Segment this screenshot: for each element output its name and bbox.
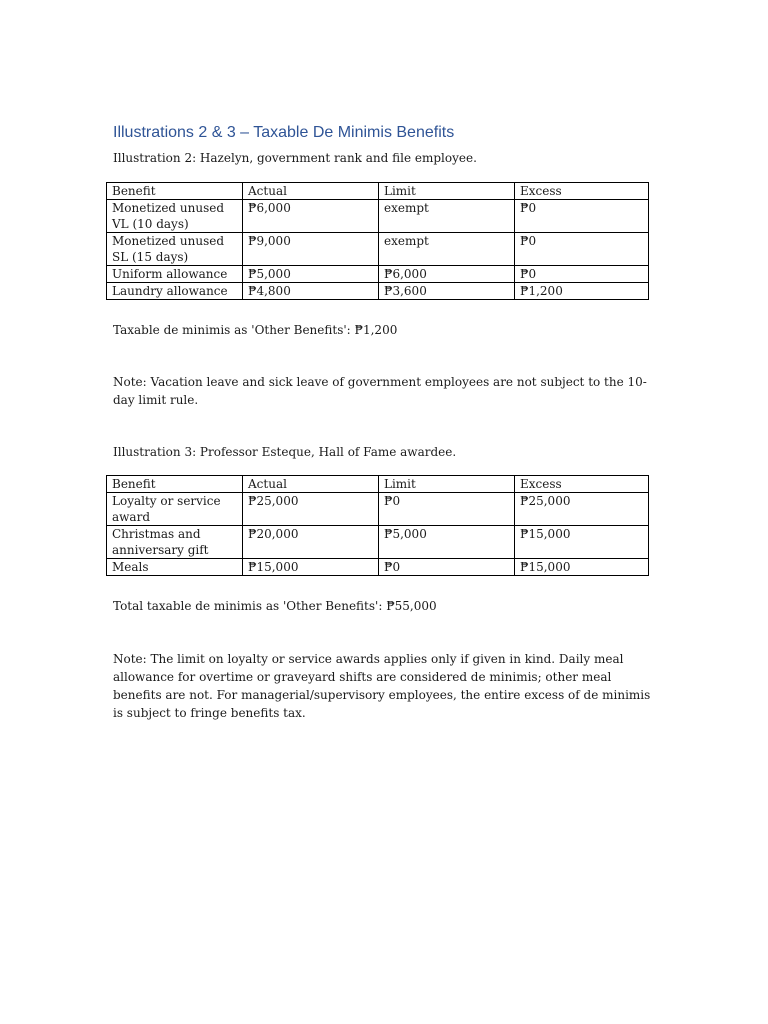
illustration-2-total: Taxable de minimis as 'Other Benefits': ₱1,200: [113, 323, 398, 337]
actual-cell: ₱15,000: [243, 559, 379, 576]
table-row: [107, 559, 649, 576]
actual-cell: ₱5,000: [243, 266, 379, 283]
illustration-2-table: [106, 182, 649, 300]
table-row: [107, 266, 649, 283]
actual-cell: ₱25,000: [243, 493, 379, 526]
actual-cell: ₱4,800: [243, 283, 379, 300]
excess-cell: ₱25,000: [515, 493, 649, 526]
header-actual: Actual: [243, 183, 379, 200]
actual-cell: ₱6,000: [243, 200, 379, 233]
limit-cell: ₱3,600: [379, 283, 515, 300]
excess-cell: ₱1,200: [515, 283, 649, 300]
benefit-cell: Christmas and anniversary gift: [107, 526, 243, 559]
actual-cell: ₱9,000: [243, 233, 379, 266]
benefit-cell: Loyalty or service award: [107, 493, 243, 526]
actual-cell: ₱20,000: [243, 526, 379, 559]
header-excess: Excess: [515, 183, 649, 200]
benefit-cell: Meals: [107, 559, 243, 576]
table-header-row: [107, 476, 649, 493]
excess-cell: ₱0: [515, 266, 649, 283]
illustration-3-total: Total taxable de minimis as 'Other Benefits': ₱55,000: [113, 599, 437, 613]
header-benefit: Benefit: [107, 183, 243, 200]
illustration-3-note: Note: The limit on loyalty or service awards applies only if given in kind. Daily meal allowance for overtime or graveyard shifts are considered de minimis; other meal benefits are not. For managerial/supervisory employees, the entire excess of de minimis is subject to fringe benefits tax.: [113, 652, 651, 720]
table-row: [107, 283, 649, 300]
excess-cell: ₱15,000: [515, 526, 649, 559]
header-benefit: Benefit: [107, 476, 243, 493]
document-heading: Illustrations 2 & 3 – Taxable De Minimis Benefits: [113, 124, 455, 141]
excess-cell: ₱15,000: [515, 559, 649, 576]
benefit-cell: Monetized unused VL (10 days): [107, 200, 243, 233]
header-limit: Limit: [379, 183, 515, 200]
limit-cell: ₱0: [379, 559, 515, 576]
illustration-2-intro: Illustration 2: Hazelyn, government rank and file employee.: [113, 151, 477, 165]
benefit-cell: Uniform allowance: [107, 266, 243, 283]
benefit-cell: Laundry allowance: [107, 283, 243, 300]
benefit-cell: Monetized unused SL (15 days): [107, 233, 243, 266]
illustration-3-table: [106, 475, 649, 576]
table-row: [107, 526, 649, 559]
table-row: [107, 233, 649, 266]
header-excess: Excess: [515, 476, 649, 493]
header-limit: Limit: [379, 476, 515, 493]
limit-cell: ₱6,000: [379, 266, 515, 283]
excess-cell: ₱0: [515, 233, 649, 266]
limit-cell: ₱0: [379, 493, 515, 526]
table-row: [107, 493, 649, 526]
limit-cell: exempt: [379, 233, 515, 266]
limit-cell: exempt: [379, 200, 515, 233]
table-row: [107, 200, 649, 233]
table-header-row: [107, 183, 649, 200]
excess-cell: ₱0: [515, 200, 649, 233]
header-actual: Actual: [243, 476, 379, 493]
illustration-3-intro: Illustration 3: Professor Esteque, Hall of Fame awardee.: [113, 445, 457, 459]
limit-cell: ₱5,000: [379, 526, 515, 559]
illustration-2-note: Note: Vacation leave and sick leave of government employees are not subject to the 10-day limit rule.: [113, 375, 647, 407]
